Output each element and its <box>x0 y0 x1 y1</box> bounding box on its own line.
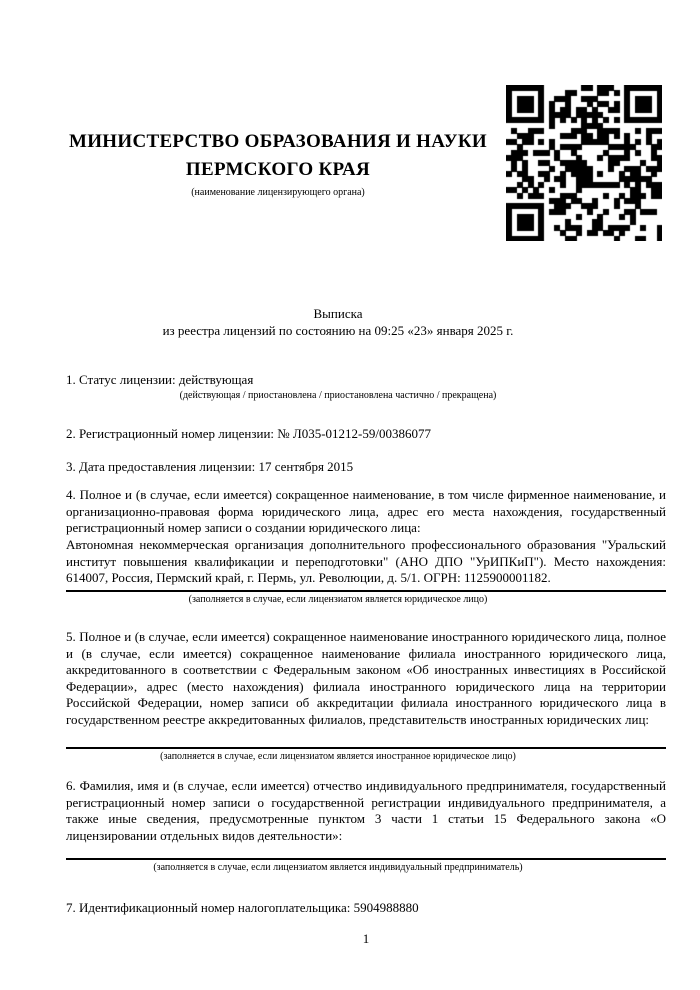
item1-status: 1. Статус лицензии: действующая <box>66 372 254 387</box>
item4-fill-line <box>66 590 666 592</box>
document-title-line1: Выписка <box>313 306 363 321</box>
item5-fill-line <box>66 747 666 749</box>
item5-foreign-entity-label: 5. Полное и (в случае, если имеется) сокращенное наименование иностранного юридического лица, полное и (в случае, если имеется) сокращенное наименование филиала иностранного юридического лица, аккредитованного в соответствии с Федеральным законом «Об иностранных инвестициях в Российской Федерации», адрес (место нахождения) филиала иностранного юридического лица на территории Российской Федерации, номер записи об аккредитации филиала иностранного юридического лица в государственном реестре аккредитованных филиалов, представительств иностранных юридических лиц: <box>66 629 666 727</box>
item7-taxpayer-number: 7. Идентификационный номер налогоплательщика: 5904988880 <box>66 900 419 915</box>
ministry-caption: (наименование лицензирующего органа) <box>191 187 365 198</box>
page-number: 1 <box>362 931 370 946</box>
ministry-header <box>66 128 490 199</box>
item4-legal-entity-value: Автономная некоммерческая организация дополнительного профессионального образования "Уральский институт повышения квалификации и переподготовки" (АНО ДПО "УрИПКиП"). Место нахождения: 614007, Россия, Пермский край, г. Пермь, ул. Революции, д. 5/1. ОГРН: 1125900001182. <box>66 537 666 585</box>
item6-caption: (заполняется в случае, если лицензиатом является индивидуальный предприниматель) <box>153 862 523 873</box>
item4-legal-entity-label: 4. Полное и (в случае, если имеется) сокращенное наименование, в том числе фирменное наименование, и организационно-правовая форма юридического лица, адрес его места нахождения, государственный регистрационный номер записи о создании юридического лица: <box>66 487 666 535</box>
item4-caption: (заполняется в случае, если лицензиатом является юридическое лицо) <box>188 594 488 605</box>
document-title <box>66 305 610 339</box>
document-title-line2: из реестра лицензий по состоянию на 09:25 «23» января 2025 г. <box>162 323 514 338</box>
item3-license-date: 3. Дата предоставления лицензии: 17 сентября 2015 <box>66 459 354 474</box>
item6-entrepreneur-label: 6. Фамилия, имя и (в случае, если имеется) отчество индивидуального предпринимателя, государственный регистрационный номер записи о государственной регистрации индивидуального предпринимателя, а также иные сведения, предусмотренные пунктом 3 части 1 статьи 15 Федерального закона «О лицензировании отдельных видов деятельности»: <box>66 778 666 843</box>
item2-registration-number: 2. Регистрационный номер лицензии: № Л035-01212-59/00386077 <box>66 426 432 441</box>
item1-caption: (действующая / приостановлена / приостановлена частично / прекращена) <box>179 390 497 401</box>
item6-fill-line <box>66 858 666 860</box>
ministry-name-line1: МИНИСТЕРСТВО ОБРАЗОВАНИЯ И НАУКИ <box>68 131 488 152</box>
qr-code-icon <box>506 85 662 241</box>
item5-caption: (заполняется в случае, если лицензиатом является иностранное юридическое лицо) <box>160 751 516 762</box>
ministry-name-line2: ПЕРМСКОГО КРАЯ <box>185 159 371 180</box>
document-body <box>66 305 666 947</box>
